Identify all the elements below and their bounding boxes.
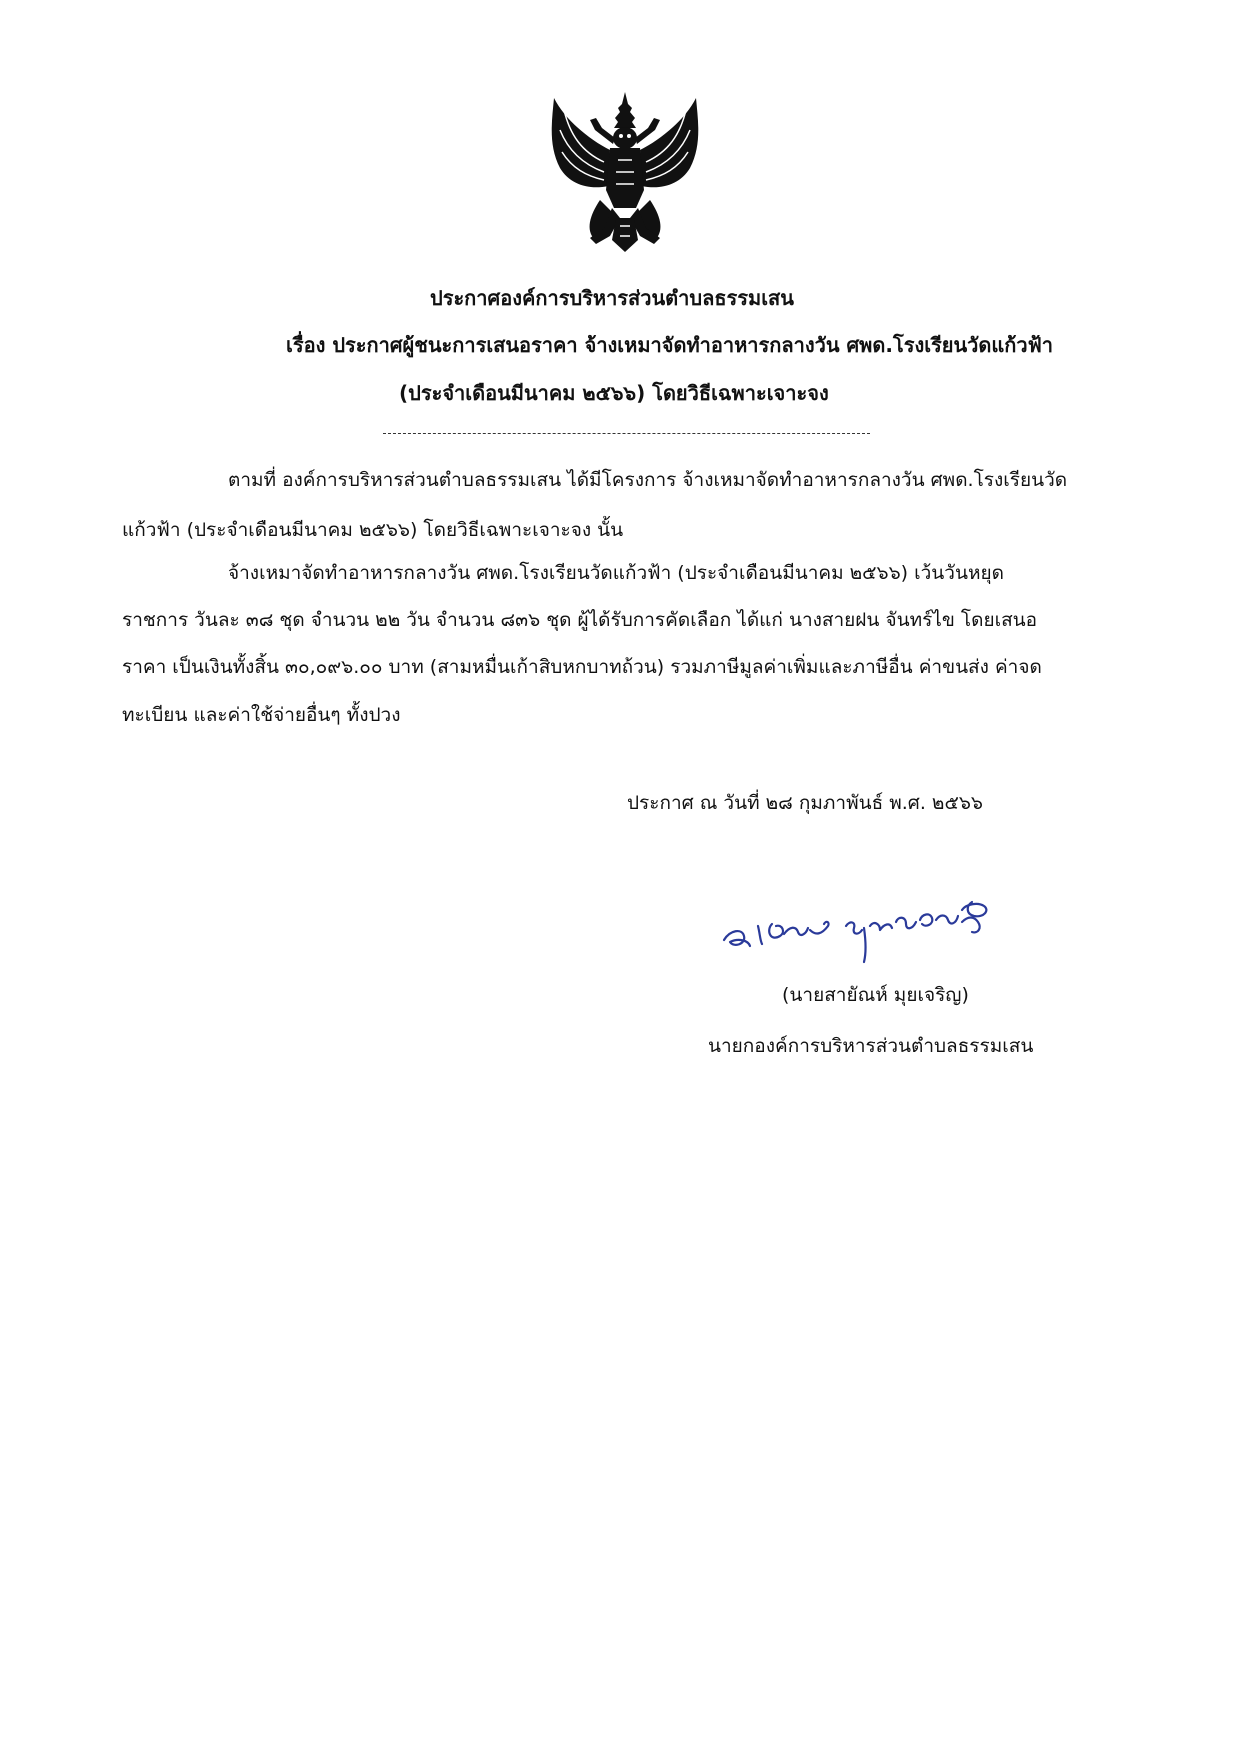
announcement-date: ประกาศ ณ วันที่ ๒๘ กุมภาพันธ์ พ.ศ. ๒๕๖๖ — [627, 792, 983, 814]
title-line-3: (ประจำเดือนมีนาคม ๒๕๖๖) โดยวิธีเฉพาะเจาะจง — [399, 381, 829, 405]
signer-position: นายกองค์การบริหารส่วนตำบลธรรมเสน — [708, 1035, 1034, 1057]
paragraph-2-line-4: ทะเบียน และค่าใช้จ่ายอื่นๆ ทั้งปวง — [122, 704, 401, 726]
signer-name: (นายสายัณห์ มุยเจริญ) — [782, 984, 969, 1006]
paragraph-2-line-1: จ้างเหมาจัดทำอาหารกลางวัน ศพด.โรงเรียนวัดแก้วฟ้า (ประจำเดือนมีนาคม ๒๕๖๖) เว้นวันหยุด — [228, 562, 1004, 584]
paragraph-2-line-2: ราชการ วันละ ๓๘ ชุด จำนวน ๒๒ วัน จำนวน ๘๓๖ ชุด ผู้ได้รับการคัดเลือก ได้แก่ นางสายฝน จันทร์ไข โดยเสนอ — [122, 609, 1038, 631]
paragraph-1-line-1: ตามที่ องค์การบริหารส่วนตำบลธรรมเสน ได้มีโครงการ จ้างเหมาจัดทำอาหารกลางวัน ศพด.โรงเรียนวัด — [228, 469, 1068, 491]
title-divider — [383, 433, 870, 434]
garuda-emblem-icon — [540, 90, 710, 255]
title-line-1: ประกาศองค์การบริหารส่วนตำบลธรรมเสน — [430, 286, 794, 310]
handwritten-signature-icon — [716, 870, 1006, 965]
paragraph-2-line-3: ราคา เป็นเงินทั้งสิ้น ๓๐,๐๙๖.๐๐ บาท (สามหมื่นเก้าสิบหกบาทถ้วน) รวมภาษีมูลค่าเพิ่มและภาษีอื่น ค่าขนส่ง ค่าจด — [122, 656, 1042, 678]
title-line-2: เรื่อง ประกาศผู้ชนะการเสนอราคา จ้างเหมาจัดทำอาหารกลางวัน ศพด.โรงเรียนวัดแก้วฟ้า — [286, 333, 1054, 357]
paragraph-1-line-2: แก้วฟ้า (ประจำเดือนมีนาคม ๒๕๖๖) โดยวิธีเฉพาะเจาะจง นั้น — [122, 519, 624, 541]
